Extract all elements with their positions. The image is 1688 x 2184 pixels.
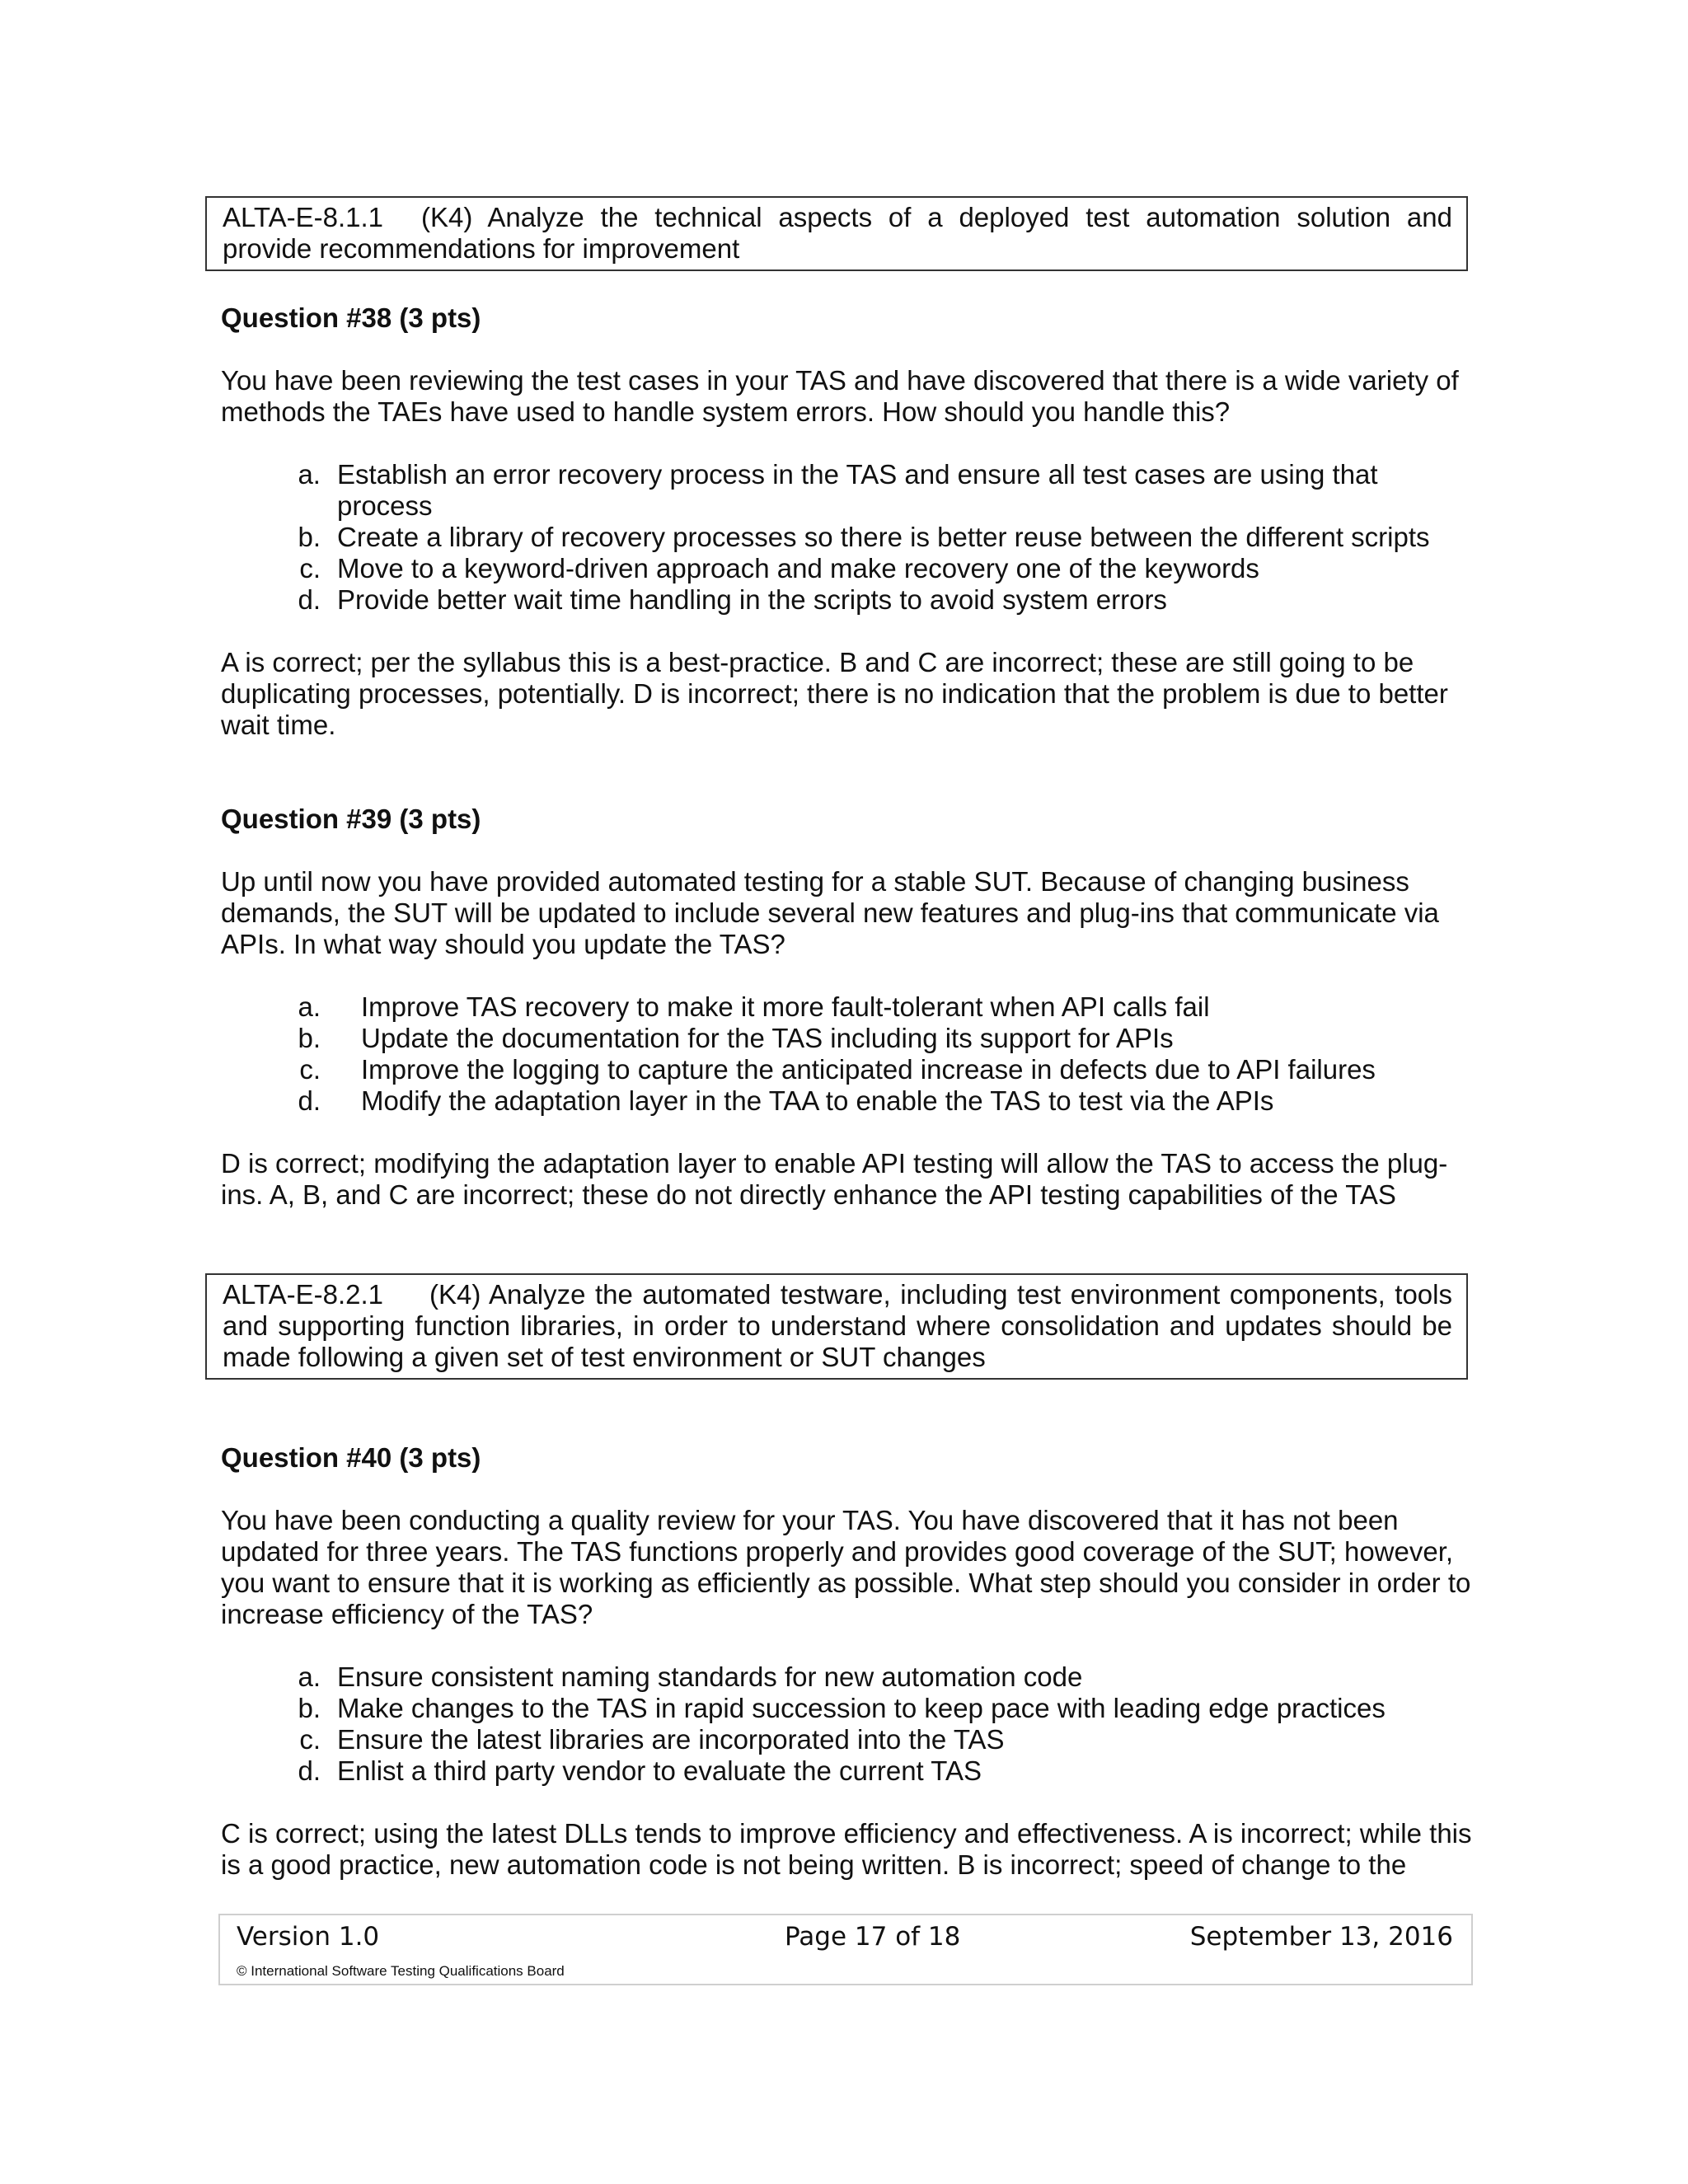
answer-option bbox=[275, 1755, 1480, 1787]
objective-text: (K4) Analyze the technical aspects of a deployed test automation solution and provide recommendations for improvement bbox=[223, 202, 1452, 264]
question-title: Question #38 (3 pts) bbox=[221, 302, 481, 333]
footer-date: September 13, 2016 bbox=[1189, 1922, 1453, 1952]
answer-option bbox=[275, 1023, 1480, 1054]
option-letter: c. bbox=[299, 1054, 321, 1085]
answer-option bbox=[275, 1085, 1480, 1117]
question-title: Question #39 (3 pts) bbox=[221, 804, 481, 834]
footer-page-number: Page 17 of 18 bbox=[785, 1922, 961, 1952]
footer-version: Version 1.0 bbox=[237, 1922, 380, 1952]
option-letter: d. bbox=[298, 584, 321, 615]
answer-option bbox=[275, 1724, 1480, 1755]
question-prompt: You have been reviewing the test cases in your TAS and have discovered that there is a wide variety of methods the TAEs have used to handle system errors. How should you handle this? bbox=[221, 365, 1459, 427]
option-letter: d. bbox=[298, 1085, 321, 1116]
option-text: Create a library of recovery processes so there is better reuse between the different scripts bbox=[337, 522, 1430, 552]
option-text: Enlist a third party vendor to evaluate the current TAS bbox=[337, 1755, 982, 1786]
answer-option bbox=[275, 1693, 1480, 1724]
objective-text: (K4) Analyze the automated testware, including test environment components, tools and supporting function libraries, in order to understand where consolidation and updates should be made following a given set of test environment or SUT changes bbox=[223, 1279, 1452, 1372]
option-letter: b. bbox=[298, 522, 321, 552]
option-text: Provide better wait time handling in the scripts to avoid system errors bbox=[337, 584, 1167, 615]
option-letter: c. bbox=[299, 553, 321, 583]
page-footer bbox=[218, 1914, 1473, 1985]
option-text: Update the documentation for the TAS including its support for APIs bbox=[361, 1023, 1174, 1053]
answer-option bbox=[275, 584, 1480, 616]
learning-objective-box bbox=[205, 196, 1468, 271]
question-title: Question #40 (3 pts) bbox=[221, 1442, 481, 1473]
answer-options bbox=[221, 459, 1480, 616]
learning-objective-box bbox=[205, 1273, 1468, 1380]
option-letter: a. bbox=[298, 1661, 321, 1692]
option-letter: a. bbox=[298, 459, 321, 490]
option-text: Ensure the latest libraries are incorporated into the TAS bbox=[337, 1724, 1005, 1755]
question-prompt: Up until now you have provided automated testing for a stable SUT. Because of changing business demands, the SUT will be updated to include several new features and plug-ins that communicate via APIs. In what way should you update the TAS? bbox=[221, 866, 1439, 959]
question-prompt: You have been conducting a quality review for your TAS. You have discovered that it has not been updated for three years. The TAS functions properly and provides good coverage of the SUT; however, you want to ensure that it is working as efficiently as possible. What step should you consider in order to increase efficiency of the TAS? bbox=[221, 1505, 1471, 1629]
page-content bbox=[221, 196, 1480, 1881]
answer-option bbox=[275, 459, 1480, 522]
answer-option bbox=[275, 1054, 1480, 1085]
objective-code: ALTA-E-8.1.1 bbox=[223, 202, 384, 232]
option-text: Modify the adaptation layer in the TAA to enable the TAS to test via the APIs bbox=[361, 1085, 1274, 1116]
option-letter: b. bbox=[298, 1023, 321, 1053]
answer-option bbox=[275, 522, 1480, 553]
footer-copyright: © International Software Testing Qualifications Board bbox=[237, 1963, 565, 1979]
option-letter: d. bbox=[298, 1755, 321, 1786]
answer-options bbox=[221, 991, 1480, 1117]
answer-option bbox=[275, 553, 1480, 584]
option-text: Move to a keyword-driven approach and make recovery one of the keywords bbox=[337, 553, 1259, 583]
option-text: Improve the logging to capture the anticipated increase in defects due to API failures bbox=[361, 1054, 1376, 1085]
option-text: Establish an error recovery process in the TAS and ensure all test cases are using that process bbox=[336, 459, 1378, 521]
answer-option bbox=[275, 991, 1480, 1023]
answer-explanation: A is correct; per the syllabus this is a best-practice. B and C are incorrect; these are still going to be duplicating processes, potentially. D is incorrect; there is no indication that the problem is due to better wait time. bbox=[221, 647, 1448, 740]
option-letter: a. bbox=[298, 991, 321, 1022]
answer-options bbox=[221, 1661, 1480, 1787]
option-text: Improve TAS recovery to make it more fault-tolerant when API calls fail bbox=[361, 991, 1210, 1022]
answer-option bbox=[275, 1661, 1480, 1693]
answer-explanation: C is correct; using the latest DLLs tends to improve efficiency and effectiveness. A is incorrect; while this is a good practice, new automation code is not being written. B is incorrect; speed of change to the bbox=[221, 1818, 1472, 1880]
answer-explanation: D is correct; modifying the adaptation layer to enable API testing will allow the TAS to access the plug-ins. A, B, and C are incorrect; these do not directly enhance the API testing capabilities of the TAS bbox=[221, 1148, 1448, 1210]
option-letter: b. bbox=[298, 1693, 321, 1723]
option-letter: c. bbox=[299, 1724, 321, 1755]
option-text: Ensure consistent naming standards for new automation code bbox=[337, 1661, 1083, 1692]
objective-code: ALTA-E-8.2.1 bbox=[223, 1279, 384, 1310]
option-text: Make changes to the TAS in rapid succession to keep pace with leading edge practices bbox=[337, 1693, 1386, 1723]
